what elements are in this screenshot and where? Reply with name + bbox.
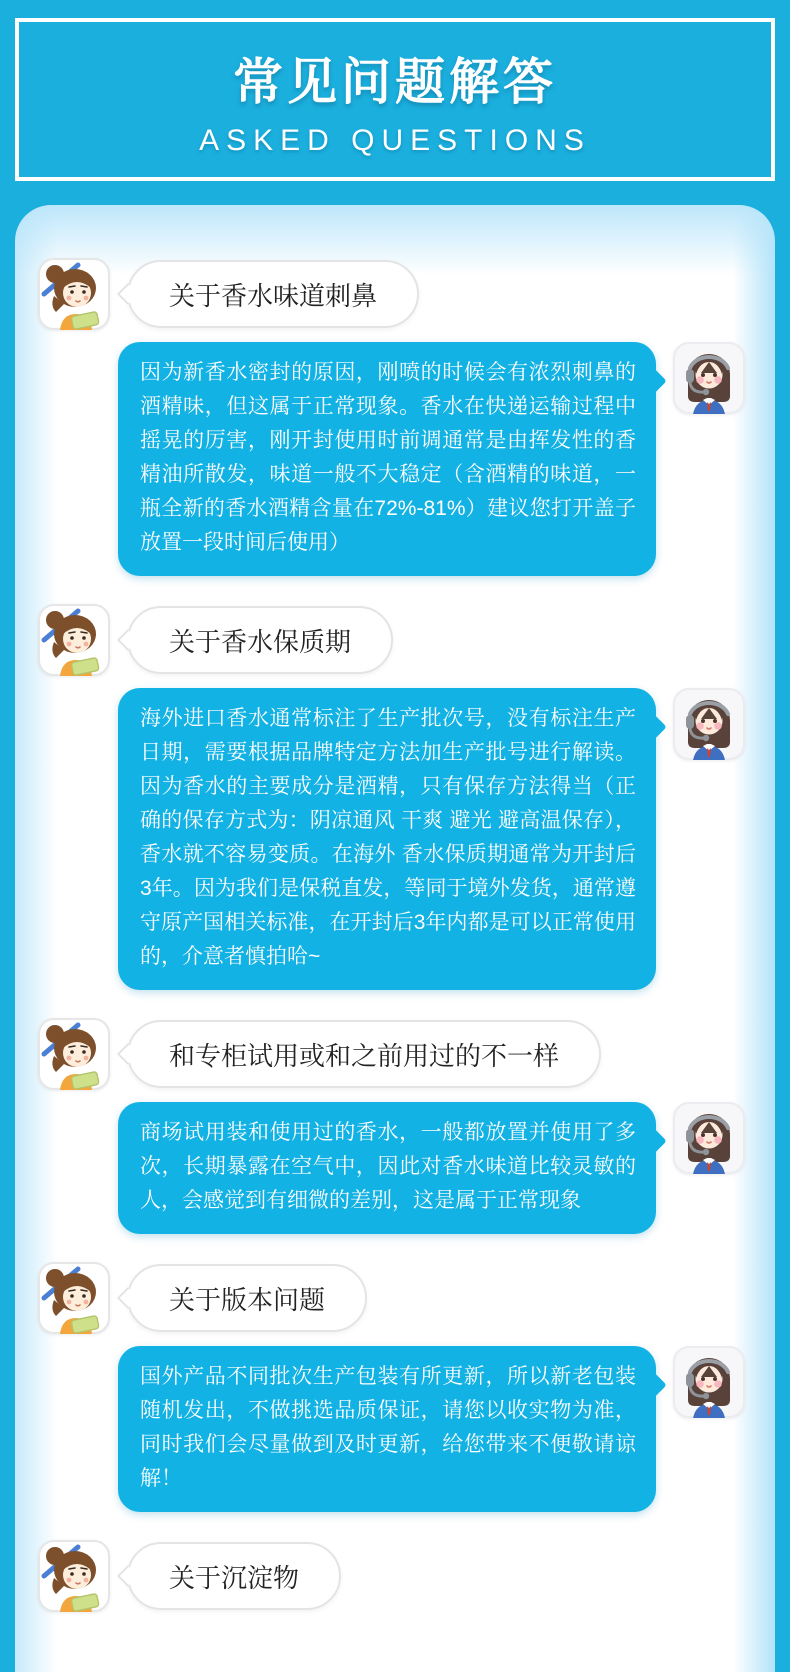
customer-avatar-icon xyxy=(38,1540,110,1612)
answer-row xyxy=(118,688,745,990)
page-title: 常见问题解答 xyxy=(233,53,557,110)
faq-section xyxy=(38,1262,745,1512)
answer-bubble xyxy=(118,1102,656,1234)
chat-panel xyxy=(15,205,775,1672)
question-bubble-tail xyxy=(117,1287,138,1308)
question-bubble-tail xyxy=(117,283,138,304)
customer-avatar-icon xyxy=(38,1018,110,1090)
faq-section xyxy=(38,604,745,990)
question-bubble xyxy=(127,260,419,328)
question-bubble xyxy=(127,1264,367,1332)
answer-bubble xyxy=(118,688,656,990)
page-background xyxy=(0,18,790,1598)
question-row xyxy=(38,604,745,676)
question-bubble-tail xyxy=(117,629,138,650)
faq-header xyxy=(15,18,775,181)
question-bubble-tail xyxy=(117,1043,138,1064)
question-row xyxy=(38,1262,745,1334)
answer-bubble xyxy=(118,342,656,576)
service-avatar-icon xyxy=(673,688,745,760)
answer-bubble-tail xyxy=(641,368,666,393)
answer-text: 海外进口香水通常标注了生产批次号，没有标注生产日期，需要根据品牌特定方法加生产批号进行解读。因为香水的主要成分是酒精，只有保存方法得当（正确的保存方式为：阴凉通风 干爽 避光 避高温保存），香水就不容易变质。在海外 香水保质期通常为开封后3年。因为我们是保税直发，等同于境外发货，通常遵守原产国相关标准，在开封后3年内都是可以正常使用的，介意者慎拍哈~ xyxy=(140,707,636,968)
answer-bubble-tail xyxy=(641,1372,666,1397)
answer-row xyxy=(118,342,745,576)
service-avatar-icon xyxy=(673,342,745,414)
answer-bubble xyxy=(118,1346,656,1512)
customer-avatar-icon xyxy=(38,604,110,676)
question-row xyxy=(38,258,745,330)
faq-section xyxy=(38,258,745,576)
page-subtitle: ASKED QUESTIONS xyxy=(199,123,591,157)
answer-bubble-tail xyxy=(641,714,666,739)
service-avatar-icon xyxy=(673,1102,745,1174)
question-text: 关于香水味道刺鼻 xyxy=(169,280,378,311)
question-bubble-tail xyxy=(117,1565,138,1586)
question-row xyxy=(38,1018,745,1090)
question-text: 关于沉淀物 xyxy=(169,1562,300,1593)
answer-row xyxy=(118,1102,745,1234)
answer-bubble-tail xyxy=(641,1128,666,1153)
customer-avatar-icon xyxy=(38,258,110,330)
answer-text: 国外产品不同批次生产包装有所更新，所以新老包装随机发出，不做挑选品质保证，请您以收实物为准，同时我们会尽量做到及时更新，给您带来不便敬请谅解！ xyxy=(140,1365,636,1490)
question-row xyxy=(38,1540,745,1612)
answer-row xyxy=(118,1346,745,1512)
faq-section xyxy=(38,1018,745,1234)
question-bubble xyxy=(127,606,393,674)
question-text: 关于香水保质期 xyxy=(169,626,352,657)
question-bubble xyxy=(127,1542,341,1610)
answer-text: 因为新香水密封的原因，刚喷的时候会有浓烈刺鼻的酒精味，但这属于正常现象。香水在快递运输过程中摇晃的厉害，刚开封使用时前调通常是由挥发性的香精油所散发，味道一般不大稳定（含酒精的味道，一瓶全新的香水酒精含量在72%-81%）建议您打开盖子放置一段时间后使用） xyxy=(140,361,636,554)
question-text: 和专柜试用或和之前用过的不一样 xyxy=(169,1040,560,1071)
question-text: 关于版本问题 xyxy=(169,1284,326,1315)
service-avatar-icon xyxy=(673,1346,745,1418)
question-bubble xyxy=(127,1020,601,1088)
faq-section xyxy=(38,1540,745,1612)
answer-text: 商场试用装和使用过的香水，一般都放置并使用了多次，长期暴露在空气中，因此对香水味道比较灵敏的人，会感觉到有细微的差别，这是属于正常现象 xyxy=(140,1121,636,1212)
customer-avatar-icon xyxy=(38,1262,110,1334)
